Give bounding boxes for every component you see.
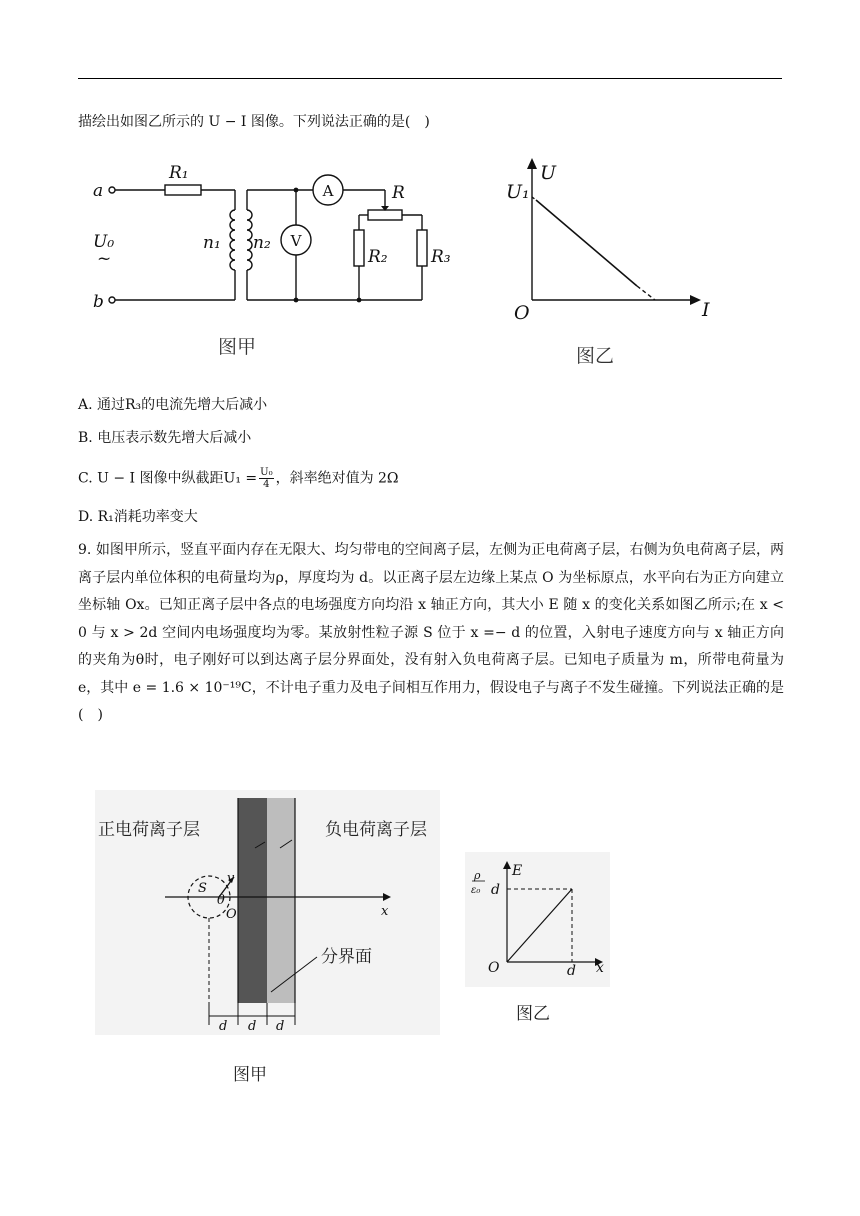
d-label-2: d [248,1019,257,1034]
figure-yi-caption: 图乙 [575,345,615,367]
r3-label: R₃ [431,247,451,267]
u1-intercept-label: U₁ [506,181,530,203]
source-label: U₀ [93,232,115,252]
n1-label: n₁ [203,233,221,253]
u-axis-label: U [540,162,557,184]
origin-label: O [514,302,530,324]
x-axis-label: x [381,904,389,919]
positive-layer-label: 正电荷离子层 [98,820,200,840]
option-c: C. U − I 图像中纵截距U₁ = $\frac{\text{U₀}}{4}$ ，斜率绝对值为 2Ω [78,467,399,490]
d-label-3: d [276,1019,285,1034]
r2-label: R₂ [368,247,388,267]
header-rule [78,78,782,79]
x-axis-label-yi: x [596,960,604,976]
x-tick-d-label: d [567,963,576,979]
q8-stem-tail: 描绘出如图乙所示的 U − I 图像。下列说法正确的是( ) [78,114,430,130]
d-label-1: d [219,1019,228,1034]
q9-text: 9. 如图甲所示，竖直平面内存在无限大、均匀带电的空间离子层，左侧为正电荷离子层，右侧为负电荷离子层，两离子层内单位体积的电荷量均为ρ，厚度均为 d。以正离子层左边缘上某点 O 为坐标原点，水平向右为正方向建立坐标轴 Ox。已知正离子层中各点的电场强度方向均沿 x 轴正方向，其大小 E 随 x 的变化关系如图乙所示;在 x < 0 与 x > 2d 空间内电场强度均为零。某放射性粒子源 S 位于 x =− d 的位置，入射电子速度方向与 x 轴正方向的夹角为θ时，电子刚好可以到达离子层分界面处，没有射入负电荷离子层。已知电子质量为 m，所带电荷量为 e，其中 e = 1.6 × 10⁻¹⁹C，不计电子重力及电子间相互作用力，假设电子与离子不发生碰撞。下列说法正确的是( ) [78,542,784,723]
i-axis-label: I [702,299,710,321]
option-b: B. 电压表示数先增大后减小 [78,430,252,446]
interface-label: 分界面 [321,947,372,967]
ion-layer-figure-jia [95,790,440,1090]
negative-layer-label: 负电荷离子层 [325,820,427,840]
option-a: A. 通过R₃的电流先增大后减小 [78,397,268,413]
ammeter-symbol: A [322,182,334,200]
ui-graph-figure-yi [500,155,730,370]
theta-label: θ [217,893,225,908]
rho-label: ρ [474,869,481,882]
source-s-label: S [198,881,207,896]
epsilon0-label: ε₀ [471,885,481,896]
origin-o-label: O [226,907,237,922]
terminal-a-label: a [93,181,104,201]
fraction-u0-over-4: $\frac{\text{U₀}}{4}$ [260,467,273,490]
origin-label-yi: O [488,960,500,976]
n2-label: n₂ [253,233,271,253]
velocity-v-label: v [227,871,235,886]
figure-jia-caption: 图甲 [217,336,257,358]
option-d: D. R₁消耗功率变大 [78,509,198,525]
ac-symbol: ~ [97,249,112,269]
terminal-b-label: b [93,292,104,312]
figure9-yi-caption: 图乙 [516,1004,550,1024]
circuit-figure-jia [85,150,451,370]
rheostat-label: R [392,183,405,203]
y-tick-d-label: d [491,882,500,898]
e-x-graph-figure-yi [465,852,610,1037]
r1-label: R₁ [169,163,189,183]
e-axis-label: E [512,863,523,879]
figure9-jia-caption: 图甲 [233,1065,267,1085]
voltmeter-symbol: V [290,232,302,250]
